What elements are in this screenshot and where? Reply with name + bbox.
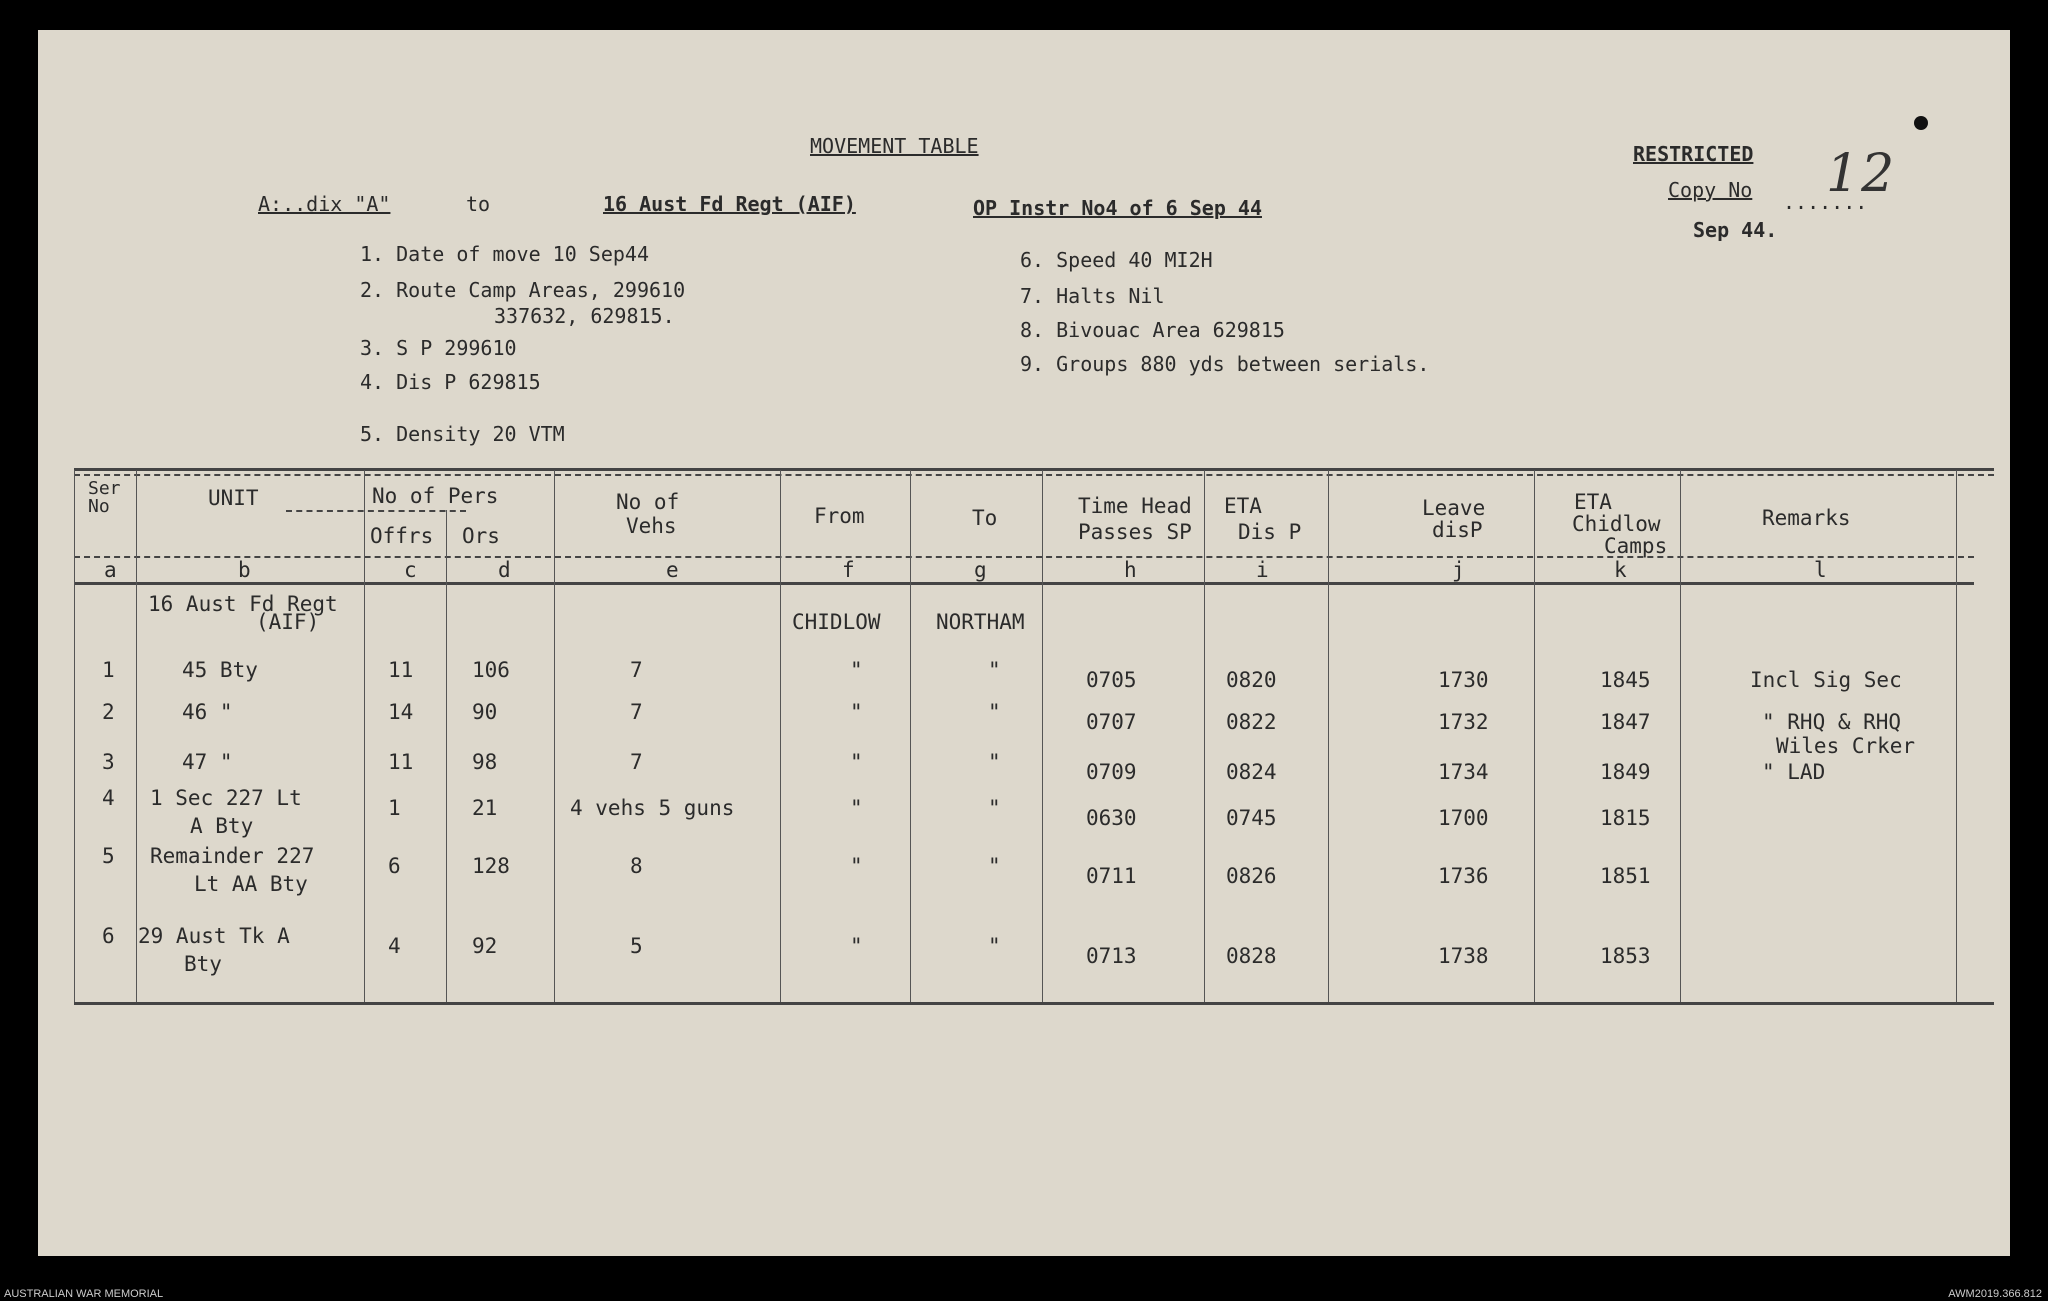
cell-eta: 0824	[1226, 760, 1277, 784]
column-letter: e	[666, 558, 679, 582]
table-bottom-border	[74, 1002, 1994, 1005]
item-sp: 3. S P 299610	[360, 336, 517, 360]
punch-hole	[1914, 116, 1928, 130]
cell-offrs: 14	[388, 700, 414, 724]
cell-rem1: Incl Sig Sec	[1750, 668, 1902, 692]
cell-etac: 1851	[1600, 864, 1651, 888]
to-place: NORTHAM	[936, 610, 1025, 634]
cell-etac: 1847	[1600, 710, 1651, 734]
cell-ors: 21	[472, 796, 498, 820]
appendix-label: A:..dix "A"	[258, 192, 391, 216]
header-line	[74, 556, 1974, 558]
col-header-from: From	[814, 504, 865, 528]
cell-from: "	[850, 658, 863, 682]
cell-offrs: 11	[388, 750, 414, 774]
col-header-etac-2: Chidlow	[1572, 512, 1661, 536]
col-header-vehs-1: No of	[616, 490, 680, 514]
cell-leave: 1738	[1438, 944, 1489, 968]
cell-etac: 1853	[1600, 944, 1651, 968]
cell-from: "	[850, 854, 863, 878]
cell-unit2: A Bty	[190, 814, 254, 838]
col-header-offrs: Offrs	[370, 524, 434, 548]
cell-unit1: 46 "	[182, 700, 233, 724]
restricted-stamp: RESTRICTED	[1633, 142, 1754, 166]
cell-unit1: 29 Aust Tk A	[138, 924, 290, 948]
copy-no-handwritten: 12	[1826, 144, 1897, 204]
column-letter: k	[1614, 558, 1627, 582]
cell-unit1: Remainder 227	[150, 844, 315, 868]
cell-to: "	[988, 658, 1001, 682]
table-top-border	[74, 468, 1994, 471]
table-top-border-2	[74, 474, 1994, 476]
cell-vehs: 8	[630, 854, 643, 878]
cell-to: "	[988, 934, 1001, 958]
cell-ser: 6	[102, 924, 115, 948]
col-header-ser: Ser No	[88, 478, 121, 517]
item-groups: 9. Groups 880 yds between serials.	[1020, 352, 1430, 376]
cell-unit2: Lt AA Bty	[194, 872, 308, 896]
cell-to: "	[988, 700, 1001, 724]
col-line	[136, 470, 137, 1002]
cell-unit2: Bty	[184, 952, 222, 976]
item-dis-p: 4. Dis P 629815	[360, 370, 541, 394]
col-header-time-2: Passes SP	[1078, 520, 1192, 544]
cell-from: "	[850, 700, 863, 724]
col-line	[1042, 470, 1043, 1002]
col-line	[74, 470, 75, 1002]
cell-leave: 1730	[1438, 668, 1489, 692]
column-letter: b	[238, 558, 251, 582]
footer-right: AWM2019.366.812	[1948, 1288, 2042, 1300]
cell-vehs: 5	[630, 934, 643, 958]
col-header-to: To	[972, 506, 998, 530]
cell-from: "	[850, 934, 863, 958]
cell-offrs: 6	[388, 854, 401, 878]
column-letter: l	[1814, 558, 1827, 582]
cell-etac: 1845	[1600, 668, 1651, 692]
cell-leave: 1734	[1438, 760, 1489, 784]
cell-time: 0707	[1086, 710, 1137, 734]
col-header-etac-3: Camps	[1604, 534, 1668, 558]
item-speed: 6. Speed 40 MI2H	[1020, 248, 1213, 272]
cell-offrs: 4	[388, 934, 401, 958]
from-place: CHIDLOW	[792, 610, 881, 634]
cell-unit1: 45 Bty	[182, 658, 258, 682]
item-bivouac: 8. Bivouac Area 629815	[1020, 318, 1285, 342]
column-letter: f	[842, 558, 855, 582]
col-header-leave-2: disP	[1432, 518, 1483, 542]
cell-eta: 0822	[1226, 710, 1277, 734]
col-line	[554, 470, 555, 1002]
cell-time: 0709	[1086, 760, 1137, 784]
cell-ser: 3	[102, 750, 115, 774]
cell-to: "	[988, 750, 1001, 774]
col-line	[1534, 470, 1535, 1002]
column-letter: j	[1452, 558, 1465, 582]
cell-time: 0630	[1086, 806, 1137, 830]
cell-leave: 1736	[1438, 864, 1489, 888]
col-header-remarks: Remarks	[1762, 506, 1851, 530]
col-line	[446, 510, 447, 1002]
unit-heading: 16 Aust Fd Regt (AIF)	[603, 192, 856, 216]
page-title: MOVEMENT TABLE	[810, 134, 979, 158]
group-label-sub: (AIF)	[256, 610, 320, 634]
cell-ors: 90	[472, 700, 498, 724]
cell-offrs: 11	[388, 658, 414, 682]
header-date: Sep 44.	[1693, 218, 1778, 242]
col-header-leave-1: Leave	[1422, 496, 1486, 520]
document-page	[38, 30, 2010, 1256]
cell-vehs: 7	[630, 658, 643, 682]
cell-eta: 0828	[1226, 944, 1277, 968]
cell-ors: 98	[472, 750, 498, 774]
col-header-ors: Ors	[462, 524, 500, 548]
cell-from: "	[850, 796, 863, 820]
col-line	[1204, 470, 1205, 1002]
col-header-etac-1: ETA	[1574, 490, 1612, 514]
to-label: to	[466, 192, 491, 216]
copy-no-dots: .......	[1783, 190, 1868, 214]
col-line	[364, 470, 365, 1002]
item-density: 5. Density 20 VTM	[360, 422, 565, 446]
item-date-of-move: 1. Date of move 10 Sep44	[360, 242, 649, 266]
cell-offrs: 1	[388, 796, 401, 820]
cell-ors: 92	[472, 934, 498, 958]
cell-unit1: 1 Sec 227 Lt	[150, 786, 302, 810]
cell-rem1: " LAD	[1762, 760, 1826, 784]
col-header-vehs-2: Vehs	[626, 514, 677, 538]
column-letter: a	[104, 558, 117, 582]
instruction-ref: OP Instr No4 of 6 Sep 44	[973, 196, 1262, 220]
cell-vehs: 4 vehs 5 guns	[570, 796, 735, 820]
col-header-eta-1: ETA	[1224, 494, 1262, 518]
cell-eta: 0826	[1226, 864, 1277, 888]
group-label: 16 Aust Fd Regt	[148, 592, 338, 616]
cell-rem2: Wiles Crker	[1776, 734, 1916, 758]
cell-rem1: " RHQ & RHQ	[1762, 710, 1902, 734]
col-line	[1328, 470, 1329, 1002]
cell-vehs: 7	[630, 750, 643, 774]
cell-time: 0705	[1086, 668, 1137, 692]
column-letter: d	[498, 558, 511, 582]
letters-line	[74, 582, 1974, 585]
cell-etac: 1815	[1600, 806, 1651, 830]
col-header-time-1: Time Head	[1078, 494, 1192, 518]
footer-left: AUSTRALIAN WAR MEMORIAL	[4, 1288, 164, 1300]
column-letter: i	[1256, 558, 1269, 582]
cell-vehs: 7	[630, 700, 643, 724]
column-letter: c	[404, 558, 417, 582]
cell-leave: 1732	[1438, 710, 1489, 734]
cell-ser: 1	[102, 658, 115, 682]
col-line	[780, 470, 781, 1002]
col-line	[1956, 470, 1957, 1002]
column-letter: g	[974, 558, 987, 582]
cell-ors: 128	[472, 854, 510, 878]
col-line	[1680, 470, 1681, 1002]
col-header-unit: UNIT	[208, 486, 259, 510]
item-route-cont: 337632, 629815.	[494, 304, 675, 328]
col-header-pers: No of Pers	[372, 484, 499, 508]
cell-etac: 1849	[1600, 760, 1651, 784]
copy-no-label: Copy No	[1668, 178, 1753, 202]
cell-time: 0711	[1086, 864, 1137, 888]
col-line	[910, 470, 911, 1002]
cell-ser: 4	[102, 786, 115, 810]
col-header-eta-2: Dis P	[1238, 520, 1302, 544]
cell-eta: 0745	[1226, 806, 1277, 830]
cell-ser: 2	[102, 700, 115, 724]
cell-unit1: 47 "	[182, 750, 233, 774]
cell-leave: 1700	[1438, 806, 1489, 830]
column-letter: h	[1124, 558, 1137, 582]
item-halts: 7. Halts Nil	[1020, 284, 1165, 308]
cell-ser: 5	[102, 844, 115, 868]
item-route: 2. Route Camp Areas, 299610	[360, 278, 686, 302]
cell-ors: 106	[472, 658, 510, 682]
cell-time: 0713	[1086, 944, 1137, 968]
cell-to: "	[988, 854, 1001, 878]
pers-subheader-line	[286, 510, 466, 512]
cell-to: "	[988, 796, 1001, 820]
cell-from: "	[850, 750, 863, 774]
cell-eta: 0820	[1226, 668, 1277, 692]
